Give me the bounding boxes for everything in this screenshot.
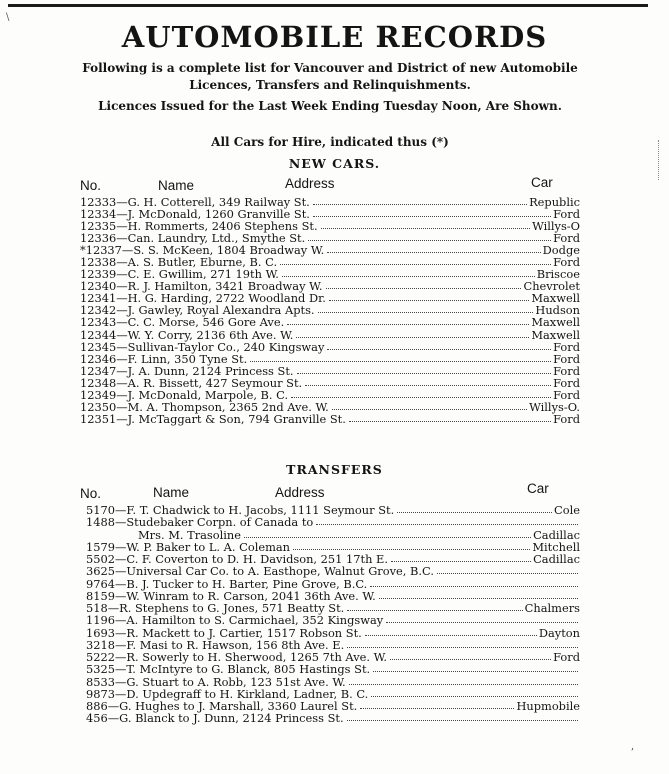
entry-text: 12346—F. Linn, 350 Tyne St. [80,351,248,366]
list-item [86,516,580,528]
entry-car: Chalmers [524,601,580,615]
entry-text: 886—G. Hughes to J. Marshall, 3360 Laurel St. [86,699,358,713]
intro-line-2: Licences Issued for the Last Week Ending Tuesday Noon, Are Shown. [98,99,562,113]
leader-dots [308,240,551,241]
entry-car: Cole [554,503,580,517]
list-item [80,341,580,353]
list-item [80,353,580,365]
leader-dots [360,708,514,709]
list-item [86,676,580,688]
leader-dots [349,684,578,685]
entry-text: 1196—A. Hamilton to S. Carmichael, 352 Kingsway [86,613,384,628]
entry-text: 12347—J. A. Dunn, 2124 Princess St. [80,363,294,378]
transfers-list [86,504,580,725]
list-item [80,365,580,377]
leader-dots [313,216,551,217]
transfers-col-name: Name [153,485,190,500]
entry-text: 12340—R. J. Hamilton, 3421 Broadway W. [80,279,323,294]
entry-text: 8533—G. Stuart to A. Robb, 123 51st Ave. W. [86,674,346,689]
headline: AUTOMOBILE RECORDS [121,20,548,54]
leader-dots [280,264,551,265]
list-item [80,316,580,328]
entry-text: 1488—Studebaker Corpn. of Canada to [86,515,314,530]
transfers-col-car: Car [527,481,549,496]
list-item [86,565,580,577]
transfers-heading: TRANSFERS [286,462,383,477]
list-item [80,377,580,389]
entry-text: 9873—D. Updegraff to H. Kirkland, Ladner, B. C. [86,686,369,701]
new-cars-col-address: Address [285,176,335,191]
entry-text: 8159—W. Winram to R. Carson, 2041 36th Ave. W. [86,588,376,603]
entry-text: 12334—J. McDonald, 1260 Granville St. [80,207,310,222]
entry-text: 12341—H. G. Harding, 2722 Woodland Dr. [80,291,326,306]
leader-dots [318,312,533,313]
list-item [80,329,580,341]
entry-car: Cadillac [533,552,580,566]
new-cars-col-no: No. [80,178,102,193]
new-cars-col-name: Name [158,178,195,193]
list-item [86,663,580,675]
leader-dots [391,561,531,562]
list-item [80,389,580,401]
entry-car: Briscoe [536,267,580,282]
leader-dots [326,288,521,289]
entry-car: Ford [553,255,580,270]
entry-car: Ford [553,231,580,246]
stray-mark: \ [6,12,10,23]
leader-dots [379,598,578,599]
leader-dots [321,228,530,229]
list-item [86,614,580,626]
leader-dots [349,421,551,422]
entry-text: Mrs. M. Trasoline [138,527,241,542]
entry-text: 12349—J. McDonald, Marpole, B. C. [80,387,289,402]
leader-dots [297,373,551,374]
new-cars-col-car: Car [531,175,553,190]
new-cars-list [80,196,580,425]
leader-dots [332,409,527,410]
leader-dots [386,622,578,623]
entry-car: Chevrolet [523,279,580,294]
leader-dots [390,659,551,660]
leader-dots [287,324,529,325]
intro-line-1: Following is a complete list for Vancouver and District of new Automobile Licences, Transfers and Relinquishments. [82,61,578,92]
entry-car: Ford [553,411,580,426]
entry-text: 5502—C. F. Coverton to D. H. Davidson, 251 17th E. [86,552,388,566]
leader-dots [305,385,551,386]
intro-line-3: All Cars for Hire, indicated thus (*) [211,135,449,149]
entry-text: 12342—J. Gawley, Royal Alexandra Apts. [80,303,315,318]
entry-text: 3625—Universal Car Co. to A. Easthope, Walnut Grove, B.C. [86,564,434,579]
entry-car: Ford [553,363,580,378]
entry-text: 518—R. Stephens to G. Jones, 571 Beatty St. [86,601,345,615]
entry-text: 5325—T. McIntyre to G. Blanck, 805 Hastings St. [86,662,371,677]
leader-dots [347,647,578,648]
entry-text: 12344—W. Y. Corry, 2136 6th Ave. W. [80,327,294,342]
entry-car: Maxwell [531,291,580,306]
leader-dots [397,512,552,513]
entry-car: Maxwell [531,327,580,342]
leader-dots [371,696,578,697]
leader-dots [347,610,523,611]
list-item [86,712,580,724]
entry-text: 12343—C. C. Morse, 546 Gore Ave. [80,315,285,330]
leader-dots [327,349,551,350]
entry-text: 456—G. Blanck to J. Dunn, 2124 Princess St. [86,711,344,726]
entry-car: Hudson [535,303,580,318]
leader-dots [329,300,529,301]
entry-text: 12335—H. Rommerts, 2406 Stephens St. [80,219,318,234]
entry-text: 12350—M. A. Thompson, 2365 2nd Ave. W. [80,399,329,414]
entry-text: 12336—Can. Laundry, Ltd., Smythe St. [80,231,306,246]
entry-text: *12337—S. S. McKeen, 1804 Broadway W. [80,243,325,258]
leader-dots [244,537,531,538]
entry-text: 1693—R. Mackett to J. Cartier, 1517 Robson St. [86,625,362,640]
list-item [80,413,580,425]
entry-car: Ford [553,650,580,664]
entry-car: Ford [553,339,580,354]
leader-dots [327,252,541,253]
leader-dots [296,337,529,338]
entry-car: Republic [529,195,580,209]
entry-text: 5170—F. T. Chadwick to H. Jacobs, 1111 Seymour St. [86,503,395,517]
transfers-col-address: Address [275,485,325,500]
margin-dot: , [631,741,635,752]
entry-text: 9764—B. J. Tucker to H. Barter, Pine Grove, B.C. [86,576,368,591]
entry-text: 12348—A. R. Bissett, 427 Seymour St. [80,375,303,390]
leader-dots [437,573,578,574]
entry-car: Willys-O [532,219,580,234]
entry-car: Ford [553,387,580,402]
entry-text: 12351—J. McTaggart & Son, 794 Granville St. [80,411,346,426]
leader-dots [347,720,578,721]
entry-car: Dodge [542,243,580,258]
leader-dots [365,635,537,636]
entry-car: Willys-O. [529,399,580,414]
leader-dots [282,276,535,277]
entry-car: Ford [553,351,580,366]
entry-text: 5222—R. Sowerly to H. Sherwood, 1265 7th Ave. W. [86,650,387,664]
entry-text: 12345—Sullivan-Taylor Co., 240 Kingsway [80,339,325,354]
leader-dots [313,204,527,205]
entry-text: 12338—A. S. Butler, Eburne, B. C. [80,255,278,270]
transfers-col-no: No. [80,486,102,501]
entry-car: Hupmobile [516,699,580,713]
leader-dots [293,549,530,550]
entry-text: 3218—F. Masi to R. Hawson, 156 8th Ave. E. [86,637,345,652]
list-item [86,578,580,590]
entry-text: 12333—G. H. Cotterell, 349 Railway St. [80,195,310,209]
leader-dots [291,397,551,398]
entry-car: Dayton [538,625,580,640]
entry-car: Cadillac [533,527,580,542]
entry-text: 12339—C. E. Gwillim, 271 19th W. [80,267,279,282]
leader-dots [316,524,578,525]
entry-car: Mitchell [532,539,580,554]
entry-text: 1579—W. P. Baker to L. A. Coleman [86,539,291,554]
entry-car: Maxwell [531,315,580,330]
top-rule [8,4,648,7]
leader-dots [250,361,551,362]
list-item [86,627,580,639]
new-cars-heading: NEW CARS. [288,156,381,171]
entry-car: Ford [553,375,580,390]
leader-dots [373,671,578,672]
entry-car: Ford [553,207,580,222]
leader-dots [370,586,578,587]
list-item [86,529,580,541]
